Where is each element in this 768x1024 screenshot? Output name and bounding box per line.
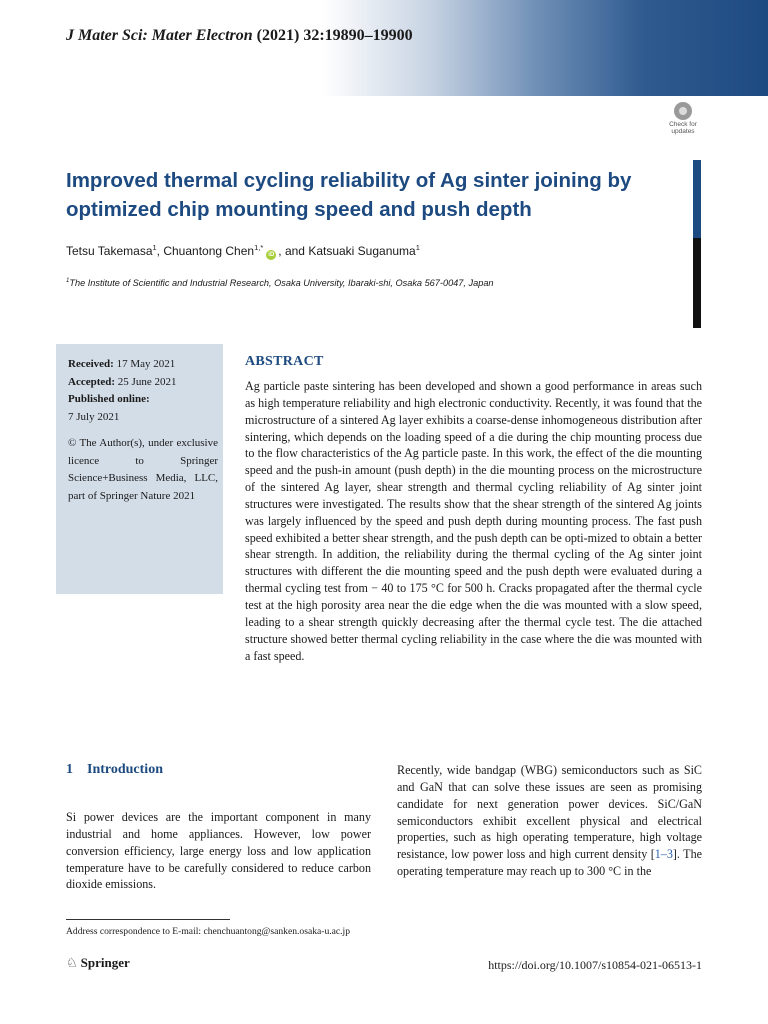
affiliation-text: The Institute of Scientific and Industrial Research, Osaka University, Ibaraki-shi, Osaka 567-0047, Japan bbox=[69, 278, 494, 289]
affiliation-marker: 1 bbox=[66, 278, 70, 284]
author-2-affil: 1,* bbox=[254, 243, 264, 252]
crossmark-line1: Check for bbox=[669, 121, 697, 128]
footnote-divider bbox=[66, 919, 230, 920]
accepted-date: Accepted: 25 June 2021 bbox=[68, 375, 177, 388]
intro-paragraph-left: Si power devices are the important component in many industrial and home appliances. However, low power conversion efficiency, large energy loss and low application temperature have to be carefully considered to reduce carbon dioxide emissions. bbox=[66, 810, 371, 892]
crossmark-line2: updates bbox=[671, 128, 695, 135]
orcid-icon[interactable]: iD bbox=[268, 252, 275, 258]
crossmark-icon bbox=[674, 102, 692, 120]
author-2: Chuantong Chen bbox=[163, 244, 255, 258]
author-sep: , and bbox=[278, 244, 309, 258]
publisher-logo bbox=[66, 955, 130, 971]
author-3: Katsuaki Suganuma bbox=[308, 244, 416, 258]
journal-name: J Mater Sci: Mater Electron bbox=[66, 27, 253, 44]
citation-info: (2021) 32:19890–19900 bbox=[252, 27, 413, 44]
abstract-text: Ag particle paste sintering has been developed and shown a good performance in areas such as high temperature reliability and high electronic conductivity. Recently, it was found that the microstructure of a sintered Ag layer exhibits a coarse-dense inhomogeneous distribution after sintering, which depends on the loading speed of a die during the chip mounting process due to the flow characteristics of the Ag particle paste. In this work, the effect of the die mounting speed and the push-in amount (push depth) in the die mounting process on the microstructure of the sintered Ag layer, shear strength and thermal cycling reliability of Ag sinter joint structures were investigated. The results show that the shear strength of the sintered Ag joints was largely influenced by the speed and push depth during mounting process. The fast push speed exhibited a better shear strength, and the push depth can be opti-mized to obtain a better shear strength. In addition, the reliability during the thermal cycling of the Ag sinter joint structures with different the die mounting speed and the push depth were evaluated during a thermal cycling test from − 40 to 175 °C for 500 h. Cracks propagated after the thermal cycle test at the high porosity area near the die edge when the die was mounted with a slow speed, leading to a shear strength quickly decreasing after the thermal cycle test. The die attached structure showed better thermal cycling reliability in the case where the die was mounted with a fast speed. bbox=[245, 379, 702, 663]
published-label: Published online: bbox=[68, 393, 150, 405]
author-sep: , bbox=[156, 244, 164, 258]
section-title: Introduction bbox=[87, 762, 163, 777]
publisher-name: Springer bbox=[80, 955, 130, 970]
section-number: 1 bbox=[66, 762, 73, 777]
journal-citation bbox=[66, 27, 413, 45]
citation-link[interactable]: 1–3 bbox=[654, 847, 673, 862]
article-info-box bbox=[56, 344, 223, 594]
header-band bbox=[0, 0, 768, 96]
published-date: 7 July 2021 bbox=[68, 410, 120, 423]
license-notice: © The Author(s), under exclusive licence to Springer Science+Business Media, LLC, part of Springer Nature 2021 bbox=[68, 437, 218, 502]
article-title: Improved thermal cycling reliability of Ag sinter joining by optimized chip mounting speed and push depth bbox=[66, 169, 632, 221]
author-3-affil: 1 bbox=[415, 243, 420, 252]
intro-paragraph-right: Recently, wide bandgap (WBG) semiconductors such as SiC and GaN that can solve these issues are seen as promising candidate for next generation power devices. SiC/GaN semiconductors exhibit excellent physical and electrical properties, such as high operating temperature, high voltage resistance, low power loss and high current density [1–3]. The operating temperature may reach up to 300 °C in the bbox=[397, 763, 702, 879]
springer-horse-icon: ♘ bbox=[66, 955, 78, 970]
section-heading-introduction bbox=[66, 762, 163, 778]
received-date: Received: 17 May 2021 bbox=[68, 358, 176, 370]
correspondence-footnote: Address correspondence to E-mail: chenchuantong@sanken.osaka-u.ac.jp bbox=[66, 926, 351, 937]
author-list bbox=[66, 243, 420, 260]
abstract-heading: ABSTRACT bbox=[245, 354, 324, 369]
title-accent-bar-blue bbox=[693, 160, 701, 238]
affiliation bbox=[66, 278, 494, 288]
doi-link[interactable]: https://doi.org/10.1007/s10854-021-06513-1 bbox=[488, 958, 702, 972]
crossmark-badge[interactable] bbox=[665, 100, 701, 140]
author-1: Tetsu Takemasa bbox=[66, 244, 153, 258]
author-1-affil: 1 bbox=[152, 243, 157, 252]
title-accent-bar-black bbox=[693, 238, 701, 328]
